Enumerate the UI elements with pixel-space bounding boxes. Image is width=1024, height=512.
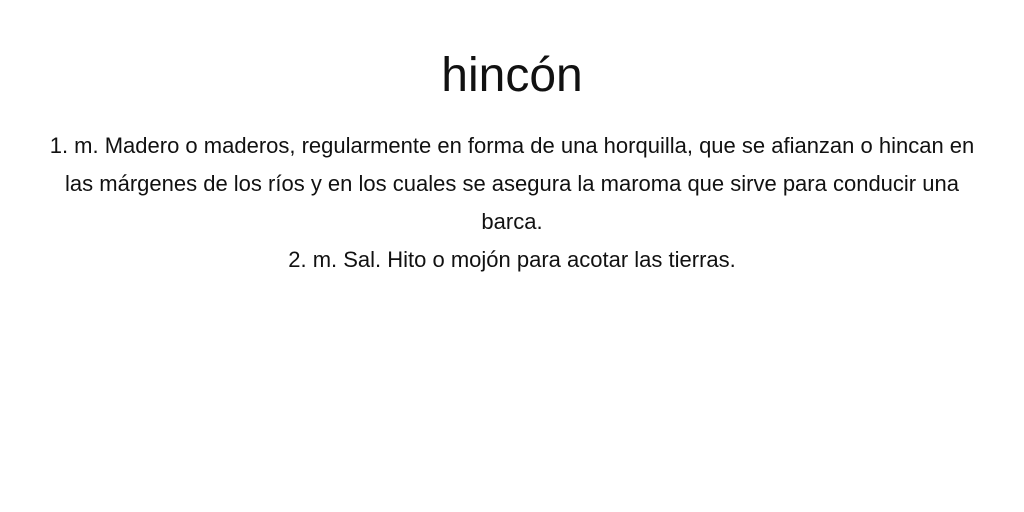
definitions-list [40,127,984,279]
definition-1: 1. m. Madero o maderos, regularmente en forma de una horquilla, que se afianzan o hincan en las márgenes de los ríos y en los cuales se asegura la maroma que sirve para conducir una barca. [49,133,975,234]
headword-title: hincón [441,49,583,102]
definition-2: 2. m. Sal. Hito o mojón para acotar las tierras. [288,247,736,272]
